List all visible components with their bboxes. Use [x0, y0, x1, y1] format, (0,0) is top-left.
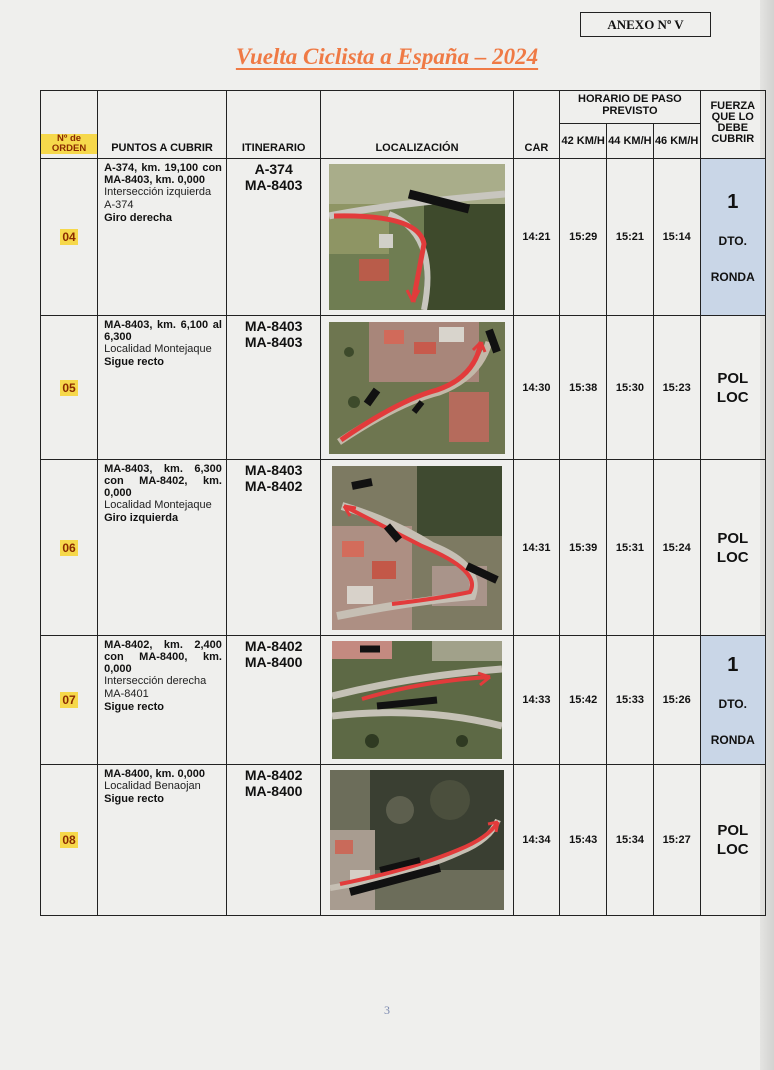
time-46: 15:14 [653, 159, 700, 316]
itinerary-cell [226, 765, 321, 916]
car-time: 14:31 [513, 460, 560, 636]
time-46: 15:27 [653, 765, 700, 916]
force-cell [700, 316, 765, 460]
itinerary-from: MA-8403 [244, 462, 303, 478]
point-description: Intersección izquierda A-374 [104, 186, 212, 211]
location-map-cell [321, 159, 513, 316]
force-line1: DTO. [718, 696, 747, 711]
time-42: 15:39 [560, 460, 607, 636]
order-number: 08 [41, 765, 98, 916]
time-42: 15:42 [560, 636, 607, 765]
force-cell [700, 636, 765, 765]
time-44: 15:30 [607, 316, 654, 460]
point-action: Sigue recto [104, 793, 165, 805]
car-time: 14:30 [513, 316, 560, 460]
force-number: 1 [727, 653, 739, 676]
time-46: 15:26 [653, 636, 700, 765]
force-line1: POL [717, 822, 749, 839]
points-cell [98, 159, 227, 316]
time-46: 15:23 [653, 316, 700, 460]
force-line2: LOC [716, 388, 749, 406]
time-44: 15:33 [607, 636, 654, 765]
itinerary-from: MA-8402 [244, 638, 303, 654]
header-fuerza: FUERZA QUE LO DEBE CUBRIR [700, 91, 765, 159]
point-action: Giro derecha [104, 212, 172, 224]
point-description: Localidad Benaojan [104, 780, 201, 792]
itinerary-cell [226, 159, 321, 316]
aerial-map-image [332, 641, 502, 759]
time-44: 15:21 [607, 159, 654, 316]
point-description: Localidad Montejaque [104, 343, 212, 355]
force-number: 1 [727, 190, 739, 213]
aerial-map-image [329, 164, 505, 310]
point-location: MA-8403, km. 6,300 con MA-8402, km. 0,000 [104, 463, 222, 499]
table-row [41, 316, 766, 460]
point-description: Intersección derecha MA-8401 [104, 675, 207, 700]
itinerary-cell [226, 460, 321, 636]
force-cell [700, 765, 765, 916]
force-line2: RONDA [710, 732, 755, 747]
time-42: 15:38 [560, 316, 607, 460]
points-cell [98, 460, 227, 636]
header-itinerario: ITINERARIO [226, 91, 321, 159]
car-time: 14:21 [513, 159, 560, 316]
points-cell [98, 636, 227, 765]
force-line1: POL [717, 369, 749, 387]
aerial-map-image [330, 770, 504, 910]
location-map-cell [321, 460, 513, 636]
route-table [40, 90, 766, 916]
header-horario: HORARIO DE PASO PREVISTO [560, 91, 700, 124]
force-line2: LOC [716, 841, 749, 858]
header-car: CAR [513, 91, 560, 159]
order-number: 06 [41, 460, 98, 636]
point-location: MA-8402, km. 2,400 con MA-8400, km. 0,000 [104, 639, 222, 675]
point-action: Giro izquierda [104, 512, 179, 524]
title-text: Vuelta Ciclista a España – 2024 [235, 44, 539, 69]
itinerary-to: MA-8400 [244, 783, 303, 799]
aerial-map-image [329, 322, 505, 454]
points-cell [98, 765, 227, 916]
car-time: 14:33 [513, 636, 560, 765]
table-row [41, 636, 766, 765]
force-cell [700, 460, 765, 636]
location-map-cell [321, 636, 513, 765]
header-localizacion: LOCALIZACIÓN [321, 91, 513, 159]
force-line2: RONDA [710, 269, 755, 284]
itinerary-to: MA-8400 [244, 654, 303, 670]
order-number: 05 [41, 316, 98, 460]
itinerary-from: MA-8402 [244, 767, 303, 783]
point-action: Sigue recto [104, 356, 165, 368]
force-cell [700, 159, 765, 316]
point-location: A-374, km. 19,100 con MA-8403, km. 0,000 [104, 162, 222, 186]
force-line1: POL [717, 529, 749, 547]
header-speed-42: 42 KM/H [560, 124, 607, 159]
car-time: 14:34 [513, 765, 560, 916]
point-action: Sigue recto [104, 701, 165, 713]
page-number: 3 [384, 1003, 390, 1017]
points-cell [98, 316, 227, 460]
order-number: 04 [41, 159, 98, 316]
table-row [41, 765, 766, 916]
time-44: 15:34 [607, 765, 654, 916]
table-row [41, 460, 766, 636]
location-map-cell [321, 316, 513, 460]
order-number: 07 [41, 636, 98, 765]
itinerary-from: A-374 [254, 161, 293, 177]
time-42: 15:29 [560, 159, 607, 316]
header-speed-44: 44 KM/H [607, 124, 654, 159]
itinerary-from: MA-8403 [244, 318, 303, 334]
itinerary-to: MA-8402 [244, 478, 303, 494]
itinerary-to: MA-8403 [244, 334, 303, 350]
point-location: MA-8400, km. 0,000 [104, 768, 206, 780]
time-42: 15:43 [560, 765, 607, 916]
point-location: MA-8403, km. 6,100 al 6,300 [104, 319, 222, 343]
itinerary-cell [226, 316, 321, 460]
table-row [41, 159, 766, 316]
document-title [0, 44, 774, 70]
header-orden: Nº de ORDEN [41, 91, 98, 159]
itinerary-cell [226, 636, 321, 765]
point-description: Localidad Montejaque [104, 499, 212, 511]
header-puntos: PUNTOS A CUBRIR [98, 91, 227, 159]
force-line1: DTO. [718, 233, 747, 248]
header-speed-46: 46 KM/H [653, 124, 700, 159]
location-map-cell [321, 765, 513, 916]
aerial-map-image [332, 466, 502, 630]
force-line2: LOC [716, 548, 749, 566]
time-44: 15:31 [607, 460, 654, 636]
annex-label: ANEXO Nº V [580, 12, 711, 37]
time-46: 15:24 [653, 460, 700, 636]
itinerary-to: MA-8403 [244, 177, 303, 193]
